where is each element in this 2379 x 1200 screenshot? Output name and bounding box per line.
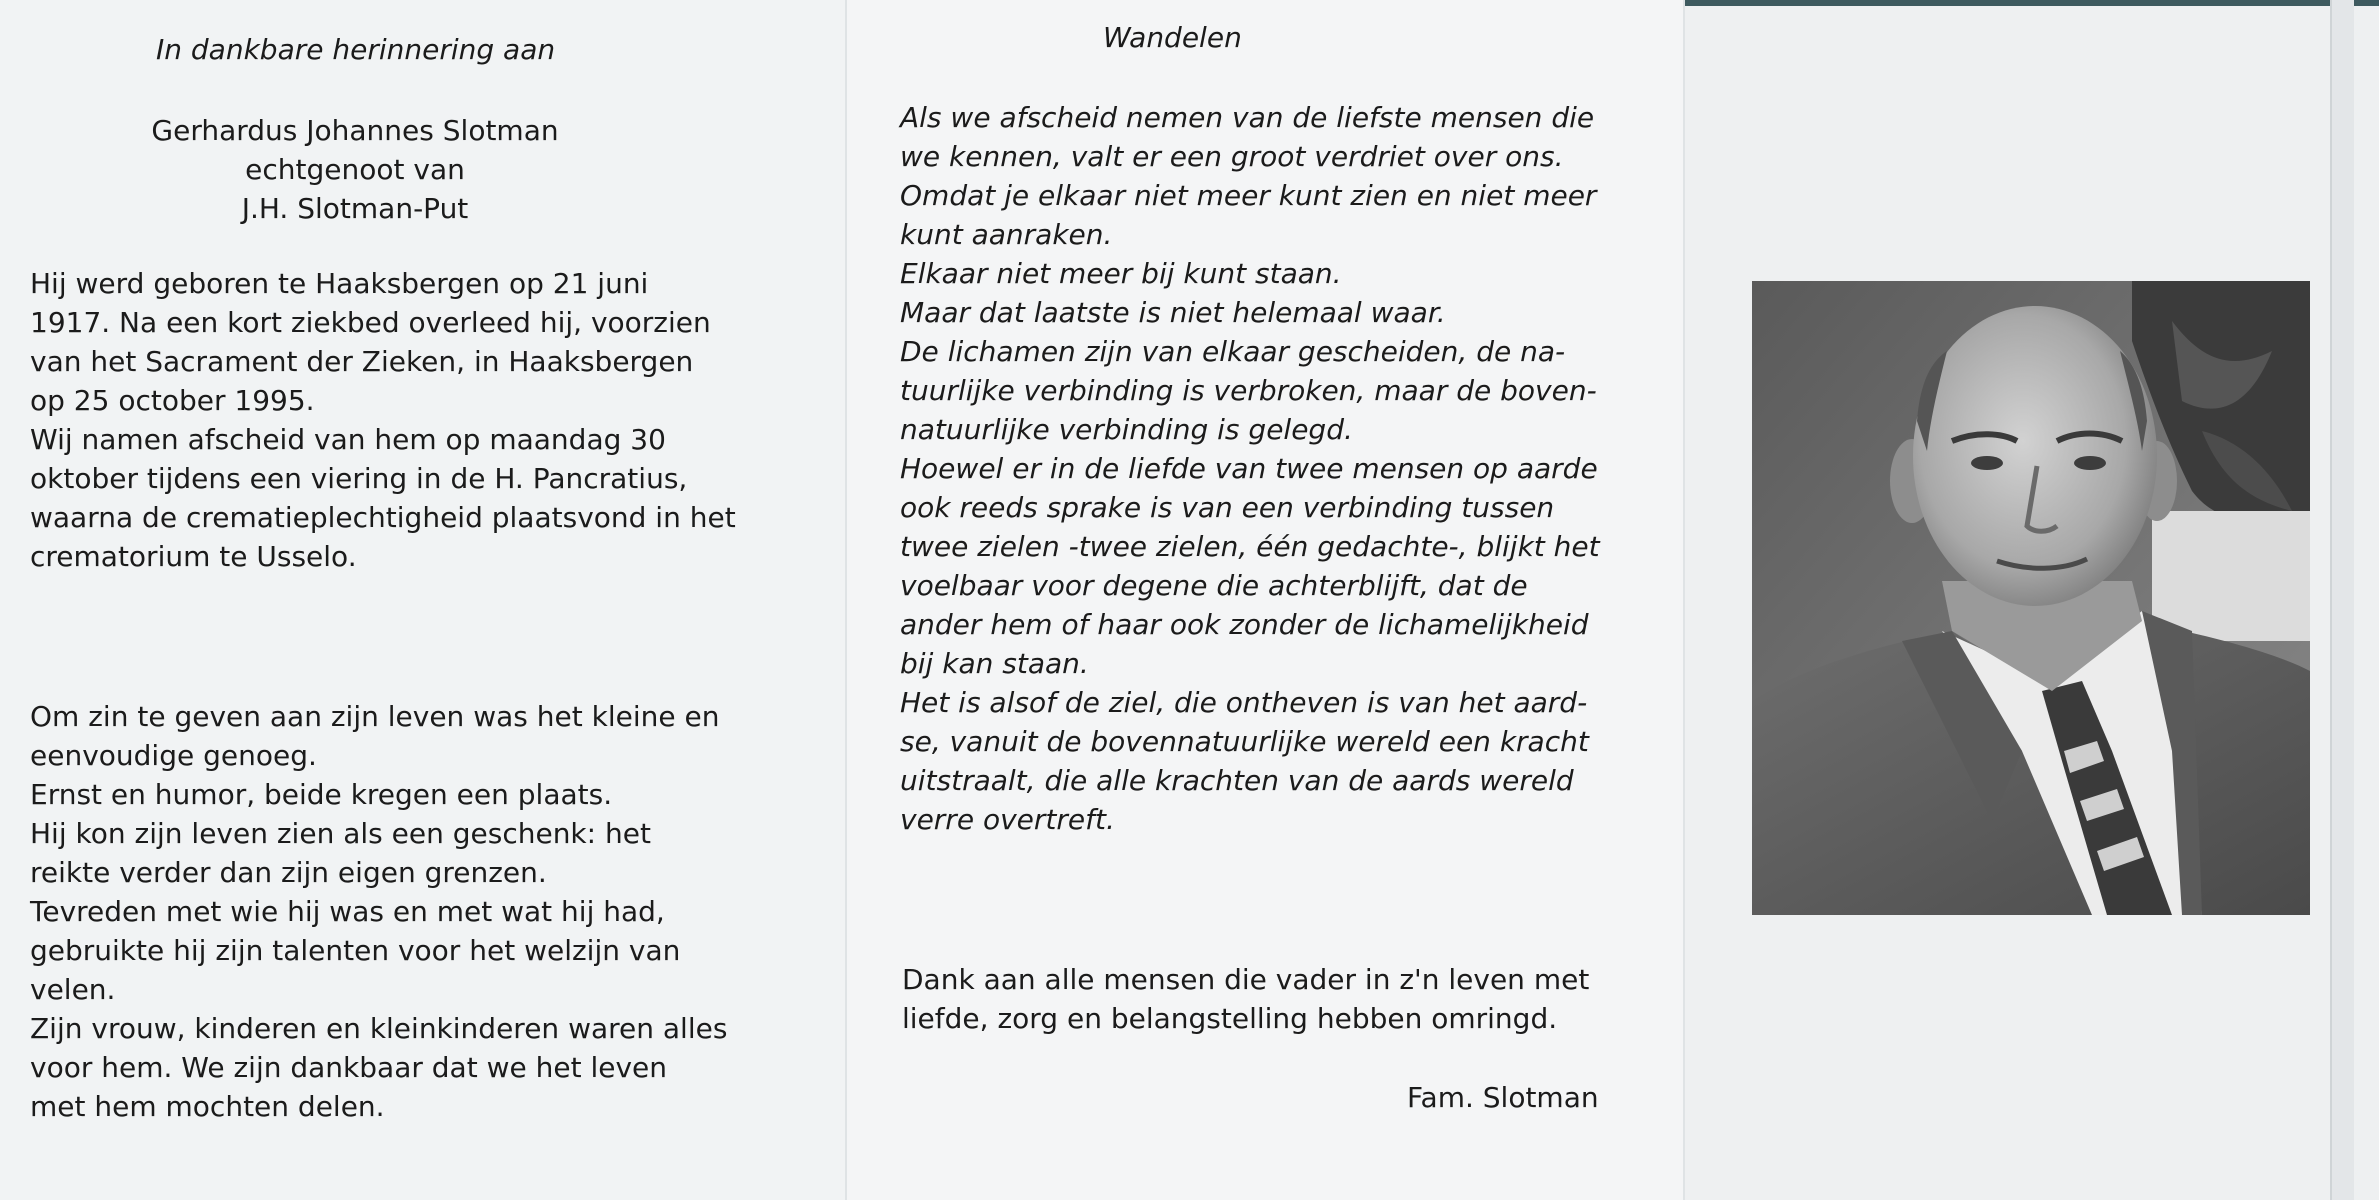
poem-line: verre overtreft.: [900, 803, 1115, 836]
poem-line: ook reeds sprake is van een verbinding tussen: [900, 491, 1555, 524]
poem-line: Maar dat laatste is niet helemaal waar.: [900, 296, 1446, 329]
poem-line: tuurlijke verbinding is verbroken, maar de boven-: [900, 374, 1597, 407]
bio-line: Hij werd geboren te Haaksbergen op 21 juni: [30, 267, 649, 300]
poem-line: we kennen, valt er een groot verdriet over ons.: [900, 140, 1564, 173]
bio-line: crematorium te Usselo.: [30, 540, 357, 573]
thanks-line: Dank aan alle mensen die vader in z'n leven met: [902, 963, 1590, 996]
card-inner-edge: [2330, 0, 2354, 1200]
life-line: Zijn vrouw, kinderen en kleinkinderen waren alles: [30, 1012, 728, 1045]
bio-line: oktober tijdens een viering in de H. Pancratius,: [30, 462, 688, 495]
poem-title: Wandelen: [1103, 21, 1242, 54]
life-line: Tevreden met wie hij was en met wat hij had,: [30, 895, 665, 928]
poem-line: kunt aanraken.: [900, 218, 1113, 251]
poem-line: Als we afscheid nemen van de liefste mensen die: [900, 101, 1595, 134]
life-line: Hij kon zijn leven zien als een geschenk: het: [30, 817, 651, 850]
poem-line: ander hem of haar ook zonder de lichamelijkheid: [900, 608, 1589, 641]
spouse-relation-line: echtgenoot van: [245, 153, 465, 186]
life-line: Om zin te geven aan zijn leven was het kleine en: [30, 700, 720, 733]
life-line: gebruikte hij zijn talenten voor het welzijn van: [30, 934, 681, 967]
spouse-name-line: J.H. Slotman-Put: [241, 192, 469, 225]
bio-line: Wij namen afscheid van hem op maandag 30: [30, 423, 666, 456]
poem-line: natuurlijke verbinding is gelegd.: [900, 413, 1353, 446]
family-signature: Fam. Slotman: [1407, 1081, 1599, 1114]
name-line: Gerhardus Johannes Slotman: [151, 114, 559, 147]
life-line: eenvoudige genoeg.: [30, 739, 317, 772]
life-line: velen.: [30, 973, 116, 1006]
poem-line: Het is alsof de ziel, die ontheven is van het aard-: [900, 686, 1588, 719]
fold-line-left: [845, 0, 847, 1200]
portrait-photo: [1752, 281, 2310, 915]
life-line: reikte verder dan zijn eigen grenzen.: [30, 856, 547, 889]
poem-line: voelbaar voor degene die achterblijft, dat de: [900, 569, 1528, 602]
poem-line: Hoewel er in de liefde van twee mensen op aarde: [900, 452, 1598, 485]
fold-line-right: [1683, 0, 1685, 1200]
poem-line: twee zielen -twee zielen, één gedachte-, blijkt het: [900, 530, 1600, 563]
bio-line: op 25 october 1995.: [30, 384, 315, 417]
bio-line: 1917. Na een kort ziekbed overleed hij, voorzien: [30, 306, 711, 339]
poem-line: Elkaar niet meer bij kunt staan.: [900, 257, 1342, 290]
portrait-illustration: [1752, 281, 2310, 915]
thanks-line: liefde, zorg en belangstelling hebben omringd.: [902, 1002, 1558, 1035]
poem-line: Omdat je elkaar niet meer kunt zien en niet meer: [900, 179, 1597, 212]
bio-line: waarna de crematieplechtigheid plaatsvond in het: [30, 501, 736, 534]
card-top-edge: [1685, 0, 2379, 6]
poem-line: bij kan staan.: [900, 647, 1089, 680]
bio-line: van het Sacrament der Zieken, in Haaksbergen: [30, 345, 694, 378]
poem-line: uitstraalt, die alle krachten van de aards wereld: [900, 764, 1574, 797]
poem-line: De lichamen zijn van elkaar gescheiden, de na-: [900, 335, 1566, 368]
memorial-heading: In dankbare herinnering aan: [156, 33, 556, 66]
life-line: Ernst en humor, beide kregen een plaats.: [30, 778, 613, 811]
life-line: voor hem. We zijn dankbaar dat we het leven: [30, 1051, 667, 1084]
poem-line: se, vanuit de bovennatuurlijke wereld een kracht: [900, 725, 1589, 758]
life-line: met hem mochten delen.: [30, 1090, 385, 1123]
